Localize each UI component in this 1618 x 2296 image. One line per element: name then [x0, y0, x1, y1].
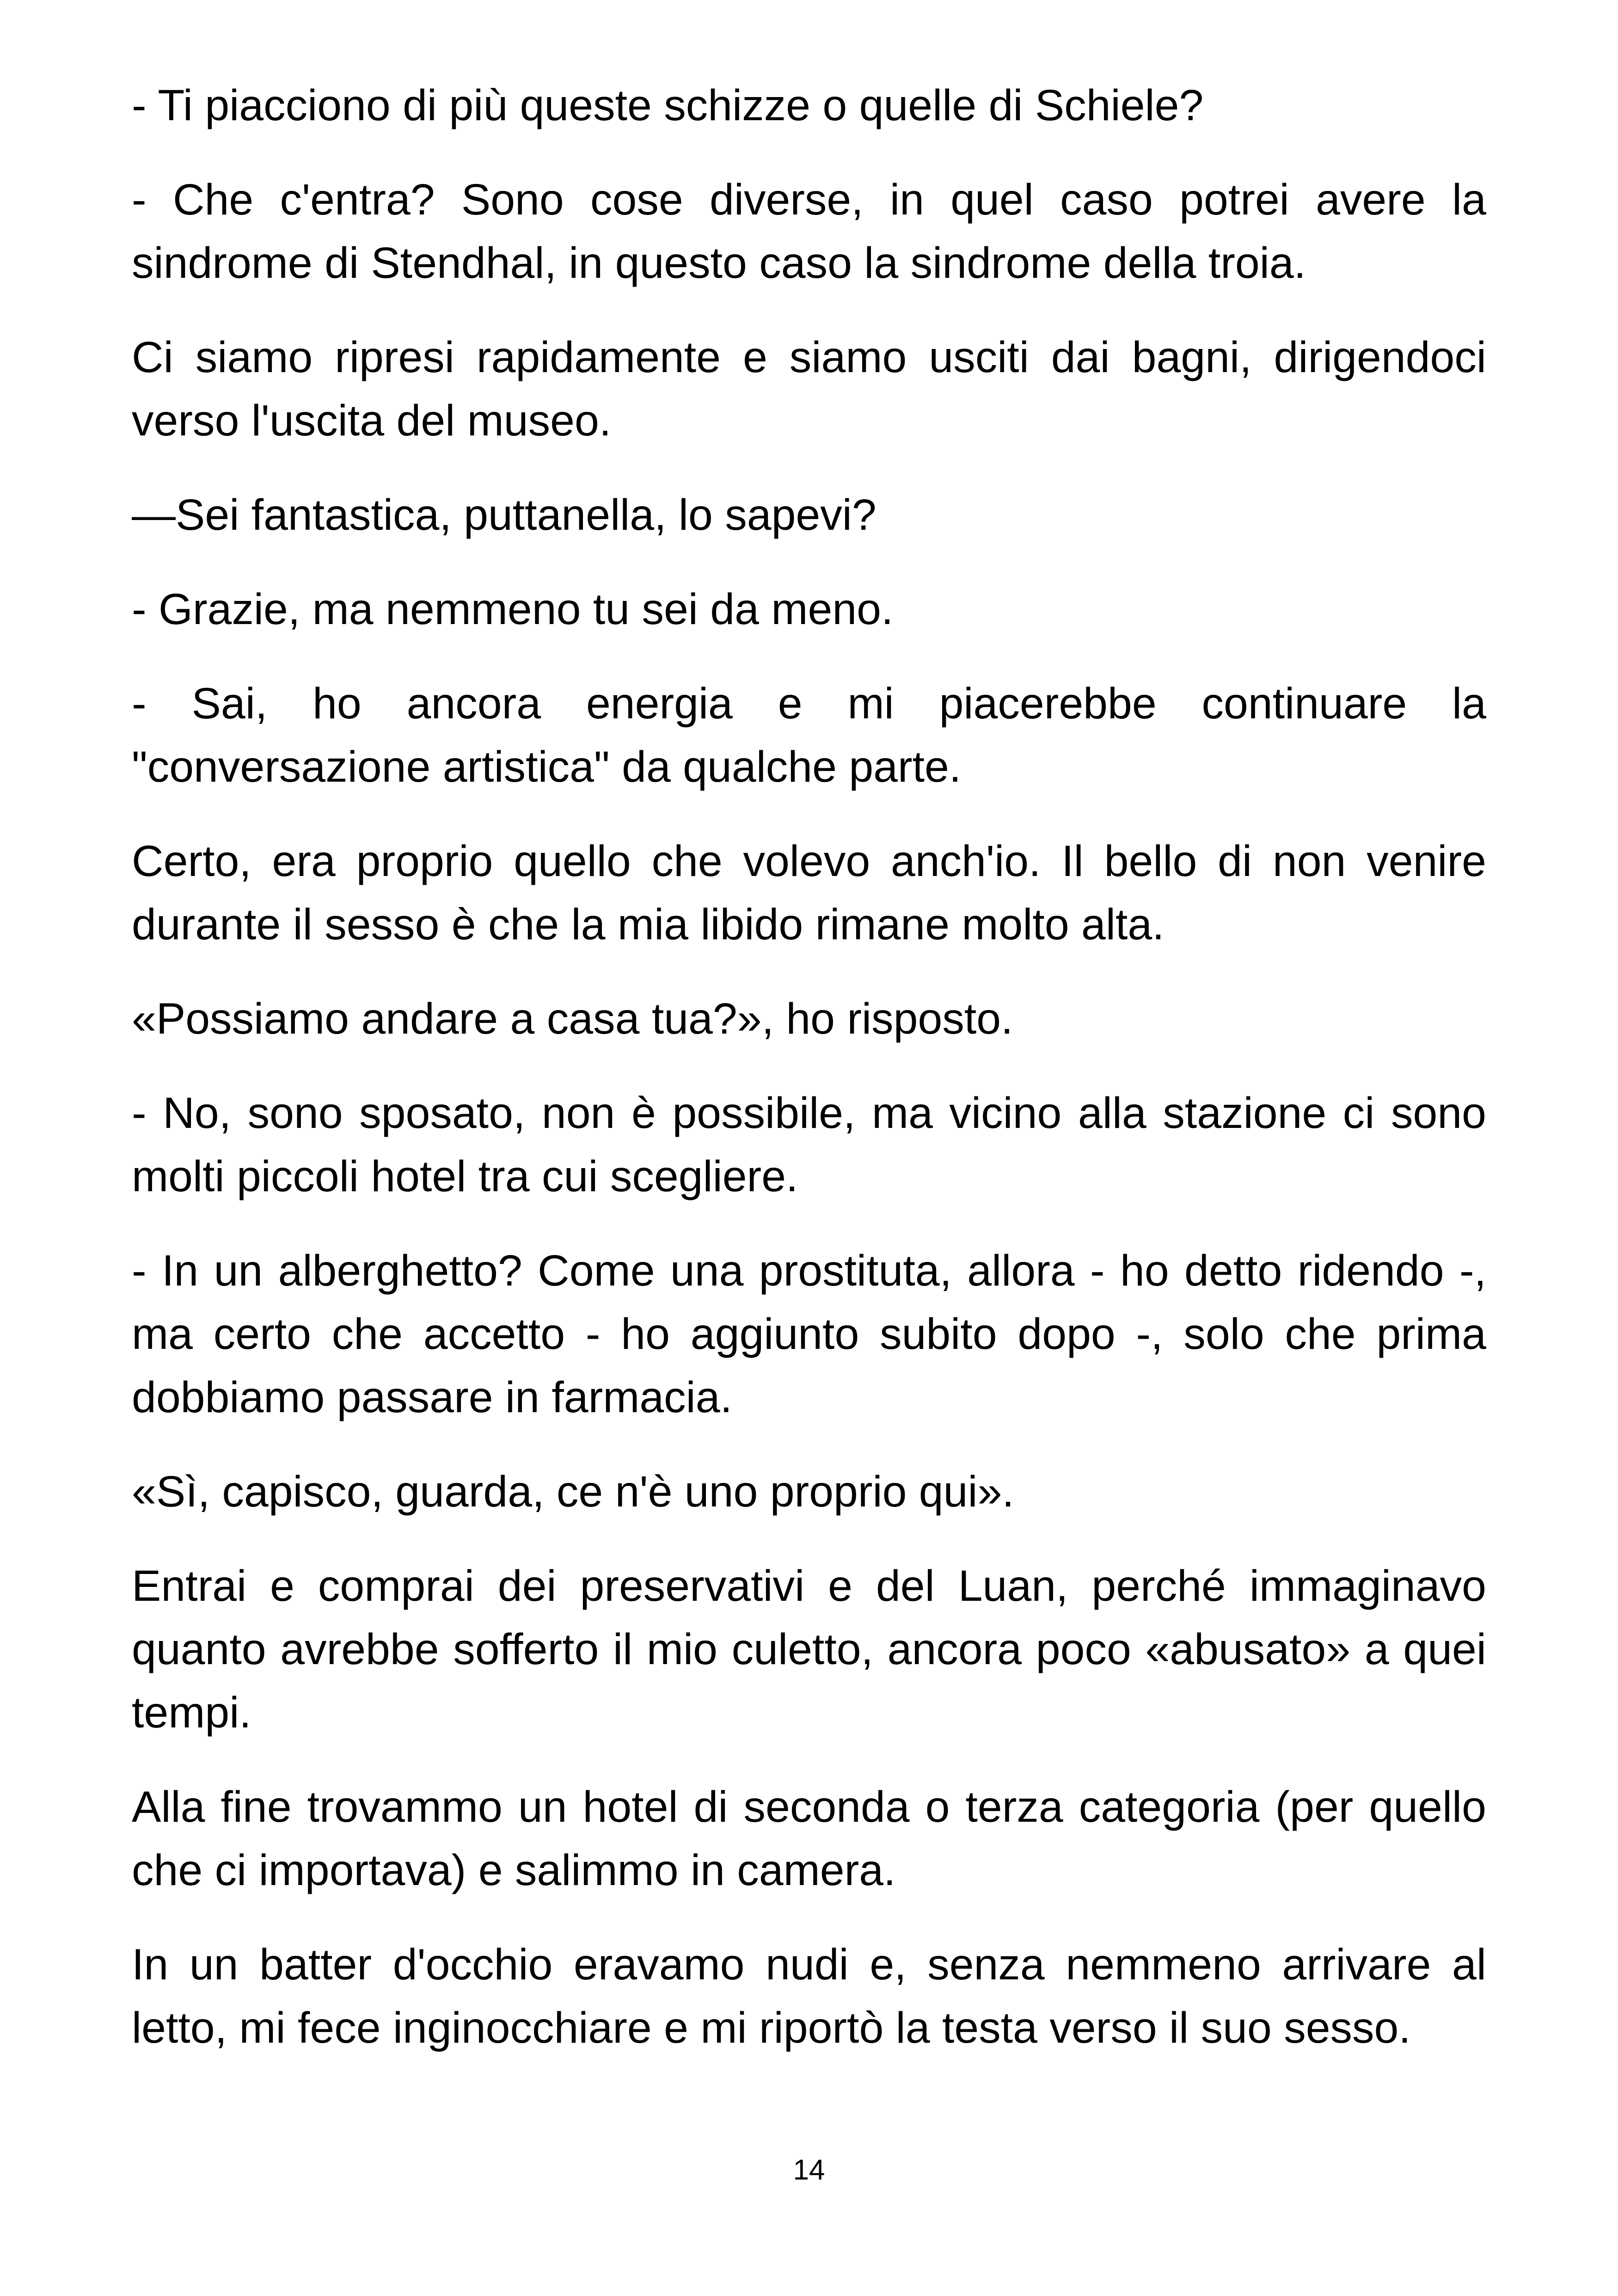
- paragraph: Alla fine trovammo un hotel di seconda o terza categoria (per quello che ci importava) e salimmo in camera.: [132, 1782, 1486, 1895]
- paragraph: Entrai e comprai dei preservativi e del Luan, perché immaginavo quanto avrebbe sofferto il mio culetto, ancora poco «abusato» a quei tempi.: [132, 1561, 1486, 1737]
- paragraph: «Possiamo andare a casa tua?», ho risposto.: [132, 994, 1013, 1043]
- paragraph: - No, sono sposato, non è possibile, ma vicino alla stazione ci sono molti piccoli hotel tra cui scegliere.: [132, 1089, 1486, 1201]
- paragraph: Certo, era proprio quello che volevo anch'io. Il bello di non venire durante il sesso è che la mia libido rimane molto alta.: [132, 837, 1486, 949]
- page-number: 14: [793, 2154, 825, 2186]
- paragraph: - Ti piacciono di più queste schizze o quelle di Schiele?: [132, 81, 1204, 130]
- paragraph: - In un alberghetto? Come una prostituta, allora - ho detto ridendo -, ma certo che accetto - ho aggiunto subito dopo -, solo che prima dobbiamo passare in farmacia.: [132, 1246, 1486, 1422]
- paragraph: «Sì, capisco, guarda, ce n'è uno proprio qui».: [132, 1467, 1014, 1516]
- paragraph: - Grazie, ma nemmeno tu sei da meno.: [132, 585, 894, 634]
- paragraph: - Sai, ho ancora energia e mi piacerebbe continuare la "conversazione artistica" da qualche parte.: [132, 679, 1486, 791]
- paragraph: Ci siamo ripresi rapidamente e siamo usciti dai bagni, dirigendoci verso l'uscita del museo.: [132, 333, 1486, 445]
- page-body: [132, 74, 1486, 2091]
- paragraph: In un batter d'occhio eravamo nudi e, senza nemmeno arrivare al letto, mi fece inginocchiare e mi riportò la testa verso il suo sesso.: [132, 1940, 1486, 2052]
- paragraph: —Sei fantastica, puttanella, lo sapevi?: [132, 490, 876, 539]
- paragraph: - Che c'entra? Sono cose diverse, in quel caso potrei avere la sindrome di Stendhal, in questo caso la sindrome della troia.: [132, 175, 1486, 288]
